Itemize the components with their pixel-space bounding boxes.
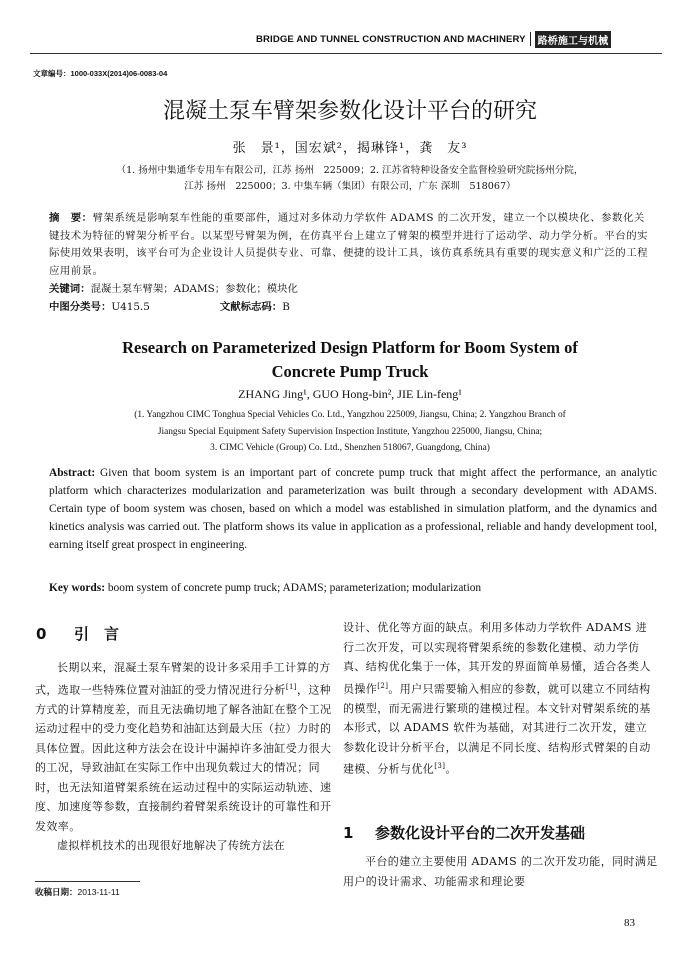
received-label: 收稿日期：: [35, 887, 78, 897]
clc-label: 中图分类号：: [49, 301, 112, 313]
received-value: 2013-11-11: [77, 887, 120, 897]
en-affiliation-line: Jiangsu Special Equipment Safety Supervision Inspection Institute, Yangzhou 225000, Jiangsu, China;: [157, 426, 543, 437]
cn-affiliations: [50, 163, 650, 195]
en-title: [0, 336, 700, 384]
received-date: [35, 886, 120, 898]
body-right-column-lower: [343, 852, 658, 891]
cn-meta: [49, 281, 655, 316]
en-abstract: [49, 464, 657, 554]
cn-classification-row: [49, 299, 655, 317]
cn-affiliation-line: 江苏 扬州 225000；3. 中集车辆（集团）有限公司，广东 深圳 518067）: [184, 181, 516, 192]
section-1-heading: [343, 822, 585, 843]
cn-abstract-label: 摘 要：: [49, 212, 93, 224]
footnote-rule: [35, 881, 140, 882]
section-0-heading: [36, 623, 119, 644]
en-abstract-label: Abstract:: [49, 467, 96, 479]
body-paragraph: [35, 658, 335, 836]
body-right-column: [343, 618, 658, 779]
cn-keywords-label: 关键词：: [49, 284, 91, 295]
citation: [3]: [434, 762, 446, 771]
cn-keywords: 混凝土泵车臂架；ADAMS；参数化；模块化: [90, 283, 298, 295]
section-title: 参数化设计平台的二次开发基础: [375, 824, 586, 842]
body-text: 。用户只需要输入相应的参数，就可以建立不同结构的模型，而无需进行繁琐的建模过程。本文针对臂架系统的基本形式，以 ADAMS 软件为基础，对其进行二次开发，建立参数化设计分析平台，以满足不同长度、结构形式臂架的自动建模、分析与优化: [343, 682, 651, 776]
body-text: 。: [445, 762, 457, 776]
body-text: ，这种方式的计算精度差，而且无法确切地了解各油缸在整个工况运动过程中的受力变化趋势和油缸达到最大压（拉）力时的具体位置。因此这种方法会在设计中漏掉许多油缸受力很大的工况，导致油缸在实际工作中出现负载过大的情况；同时，也无法知道臂架系统在运动过程中的实际运动轨迹、速度、加速度等参数，直接制约着臂架系统设计的可靠性和开发效率。: [35, 683, 332, 833]
section-title: 引 言: [74, 625, 120, 643]
journal-name-cn: 路桥施工与机械: [535, 31, 612, 48]
en-affiliations: [40, 407, 660, 457]
section-number: 0: [36, 625, 47, 643]
cn-title: 混凝土泵车臂架参数化设计平台的研究: [162, 99, 537, 124]
section-number: 1: [343, 824, 354, 842]
journal-name-en: BRIDGE AND TUNNEL CONSTRUCTION AND MACHINERY: [256, 33, 526, 45]
en-keywords: boom system of concrete pump truck; ADAMS; parameterization; modularization: [107, 582, 482, 594]
body-paragraph: [343, 618, 658, 779]
header-divider: [530, 32, 531, 46]
en-title-line: Research on Parameterized Design Platform for Boom System of: [122, 338, 578, 357]
header-rule: [30, 53, 662, 54]
doc-code: B: [282, 300, 290, 313]
en-abstract-text: Given that boom system is an important part of concrete pump truck that might affect the performance, an analytic platform which characterizes modularization and parameterization was built through a secondary development with ADAMS. Certain type of boom system was chosen, based on which a model was established in simulation platform, and the dynamics and kinetics analysis was carried out. The platform shows its value in application as a professional, reliable and handy development tool, earning itself great prospect in engineering.: [49, 467, 657, 551]
doc-code-label: 文献标志码：: [219, 301, 283, 313]
body-paragraph: 平台的建立主要使用 ADAMS 的二次开发功能，同时满足用户的设计需求、功能需求和理论要: [343, 855, 658, 888]
cn-abstract-text: 臂架系统是影响泵车性能的重要部件，通过对多体动力学软件 ADAMS 的二次开发，建立一个以模块化、参数化关键技术为特征的臂架分析平台。以某型号臂架为例，在仿真平台上建立了臂架的模型并进行了运动学、动力学分析。平台的实际使用效果表明，该平台可为企业设计人员提供专业、可靠、便捷的设计工具，该仿真系统具有重要的现实意义和广泛的工程应用前景。: [49, 212, 648, 277]
cn-affiliation-line: （1. 扬州中集通华专用车有限公司，江苏 扬州 225009；2. 江苏省特种设备安全监督检验研究院扬州分院，: [116, 165, 584, 176]
en-affiliation-line: 3. CIMC Vehicle (Group) Co. Ltd., Shenzhen 518067, Guangdong, China): [210, 443, 490, 453]
article-number: 文章编号：1000-033X(2014)06-0083-04: [33, 69, 168, 78]
body-paragraph: 虚拟样机技术的出现很好地解决了传统方法在: [57, 839, 285, 853]
en-affiliation-line: (1. Yangzhou CIMC Tonghua Special Vehicles Co. Ltd., Yangzhou 225009, Jiangsu, China; 2. Yangzhou Branch of: [134, 410, 566, 420]
journal-header: [256, 28, 661, 50]
body-text: 设计、优化等方面的缺点。利用多体动力学软件 ADAMS 进行二次开发，可以实现将臂架系统的参数化建模、动力学仿真、结构优化集于一体，其开发的界面简单易懂，适合各类人员操作: [343, 621, 651, 696]
en-keywords-row: [49, 582, 657, 594]
cn-authors: 张 景¹，国宏斌²，揭琳锋¹，龚 友³: [232, 141, 468, 156]
en-authors: ZHANG Jing¹, GUO Hong-bin², JIE Lin-feng¹: [238, 387, 462, 401]
en-keywords-label: Key words:: [49, 582, 105, 594]
citation: [2]: [377, 681, 389, 690]
en-title-line: Concrete Pump Truck: [271, 362, 429, 381]
page-number: 83: [624, 917, 635, 929]
citation: [1]: [285, 682, 297, 691]
clc-number: U415.5: [111, 300, 150, 313]
body-left-column: [35, 658, 335, 856]
cn-abstract: [49, 210, 655, 280]
body-text: 长期以来，混凝土泵车臂架的设计多采用手工计算的方式，选取一些特殊位置对油缸的受力情况进行分析: [35, 661, 331, 697]
cn-keywords-row: [49, 281, 655, 299]
